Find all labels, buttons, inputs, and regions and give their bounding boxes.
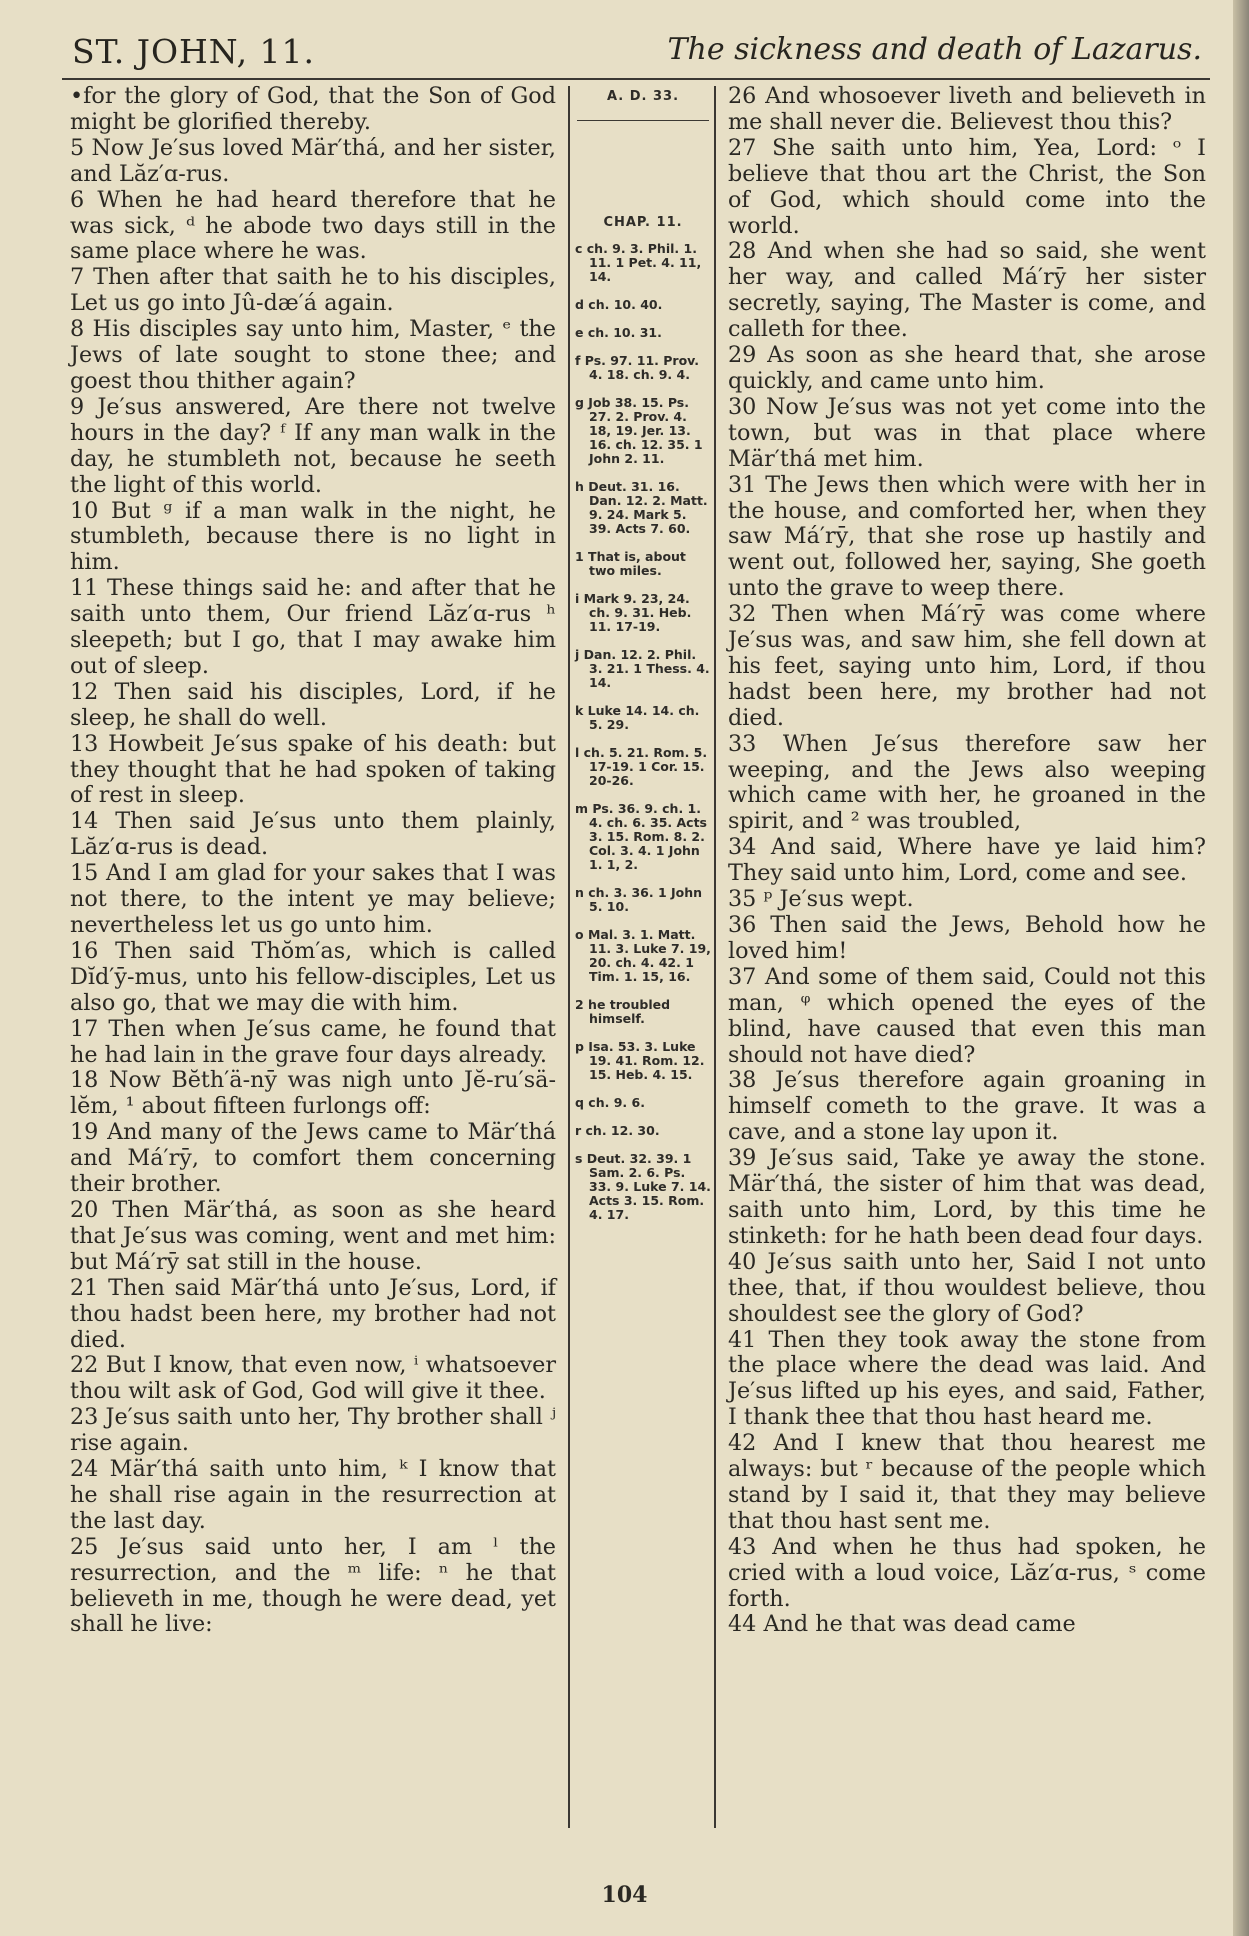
verse-14: 14 Then said Je′sus unto them plainly, Lăz′ɑ-rus is dead.	[70, 808, 556, 861]
running-title: The sickness and death of Lazarus.	[667, 32, 1202, 67]
year-rule	[577, 120, 709, 121]
verse-7: 7 Then after that saith he to his disciples, Let us go into Jû-dæ′á again.	[70, 264, 556, 317]
page-edge-shadow	[1233, 0, 1249, 1936]
verse-33: 33 When Je′sus therefore saw her weeping, and the Jews also weeping which came with her, he groaned in the spirit, and ² was troubled,	[728, 730, 1206, 835]
verse-32: 32 Then when Má′rȳ was come where Je′sus was, and saw him, she fell down at his feet, saying unto him, Lord, if thou hadst been here, my brother had not died.	[728, 601, 1206, 731]
cross-reference: j Dan. 12. 2. Phil. 3. 21. 1 Thess. 4. 14.	[575, 647, 710, 690]
cross-reference: e ch. 10. 31.	[575, 325, 662, 340]
verse-35: 35 ᵖ Je′sus wept.	[728, 886, 914, 913]
verse-39: 39 Je′sus said, Take ye away the stone. Mär′thá, the sister of him that was dead, saith unto him, Lord, by this time he stinketh: for he hath been dead four days.	[728, 1145, 1206, 1249]
cross-reference: c ch. 9. 3. Phil. 1. 11. 1 Pet. 4. 11, 14.	[575, 241, 702, 284]
cross-reference: r ch. 12. 30.	[575, 1123, 660, 1138]
verse-10: 10 But ᵍ if a man walk in the night, he stumbleth, because there is no light in him.	[70, 497, 556, 576]
cross-reference: p Isa. 53. 3. Luke 19. 41. Rom. 12. 15. Heb. 4. 15.	[575, 1039, 705, 1082]
page-number: 104	[601, 1882, 648, 1908]
column-divider-left	[568, 86, 570, 1828]
verse-continuation: •for the glory of God, that the Son of God might be glorified thereby.	[70, 83, 556, 135]
verse-6: 6 When he had heard therefore that he was sick, ᵈ he abode two days still in the same place where he was.	[70, 186, 556, 265]
left-text-column	[70, 84, 556, 1638]
cross-reference: g Job 38. 15. Ps. 27. 2. Prov. 4. 18, 19. Jer. 13. 16. ch. 12. 35. 1 John 2. 11.	[575, 395, 703, 466]
verse-13: 13 Howbeit Je′sus spake of his death: but they thought that he had spoken of taking of rest in sleep.	[70, 730, 556, 809]
cross-reference: 1 That is, about two miles.	[575, 549, 686, 578]
verse-41: 41 Then they took away the stone from the place where the dead was laid. And Je′sus lifted up his eyes, and said, Father, I thank thee that thou hast heard me.	[728, 1326, 1206, 1431]
column-divider-right	[714, 86, 716, 1828]
verse-44: 44 And he that was dead came	[728, 1611, 1076, 1638]
cross-reference: f Ps. 97. 11. Prov. 4. 18. ch. 9. 4.	[575, 353, 700, 382]
verse-12: 12 Then said his disciples, Lord, if he sleep, he shall do well.	[70, 678, 556, 731]
cross-reference: k Luke 14. 14. ch. 5. 29.	[575, 703, 700, 732]
verse-40: 40 Je′sus saith unto her, Said I not unto thee, that, if thou wouldest believe, thou shouldest see the glory of God?	[728, 1248, 1206, 1327]
verse-8: 8 His disciples say unto him, Master, ᵉ the Jews of late sought to stone thee; and goest thou thither again?	[70, 316, 556, 394]
verse-26: 26 And whosoever liveth and believeth in me shall never die. Believest thou this?	[728, 83, 1206, 135]
running-header	[72, 32, 1202, 76]
verse-34: 34 And said, Where have ye laid him? They said unto him, Lord, come and see.	[728, 834, 1206, 887]
cross-reference: m Ps. 36. 9. ch. 1. 4. ch. 6. 35. Acts 3. 15. Rom. 8. 2. Col. 3. 4. 1 John 1. 1, 2.	[575, 801, 707, 872]
verse-16: 16 Then said Thŏm′as, which is called Dĭd′ȳ-mus, unto his fellow-disciples, Let us also go, that we may die with him.	[70, 937, 556, 1016]
verse-24: 24 Mär′thá saith unto him, ᵏ I know that he shall rise again in the resurrection at the last day.	[70, 1456, 556, 1534]
verse-5: 5 Now Je′sus loved Mär′thá, and her sister, and Lăz′ɑ-rus.	[70, 134, 556, 187]
verse-37: 37 And some of them said, Could not this man, ᵠ which opened the eyes of the blind, have caused that even this man should not have died?	[728, 963, 1206, 1068]
verse-38: 38 Je′sus therefore again groaning in himself cometh to the grave. It was a cave, and a stone lay upon it.	[728, 1067, 1206, 1146]
verse-43: 43 And when he thus had spoken, he cried with a loud voice, Lăz′ɑ-rus, ˢ come forth.	[728, 1533, 1206, 1612]
cross-reference: n ch. 3. 36. 1 John 5. 10.	[575, 885, 703, 914]
cross-reference: s Deut. 32. 39. 1 Sam. 2. 6. Ps. 33. 9. Luke 7. 14. Acts 3. 15. Rom. 4. 17.	[575, 1151, 711, 1222]
verse-21: 21 Then said Mär′thá unto Je′sus, Lord, if thou hadst been here, my brother had not died.	[70, 1274, 556, 1353]
cross-reference: l ch. 5. 21. Rom. 5. 17-19. 1 Cor. 15. 20-26.	[575, 745, 708, 788]
verse-25: 25 Je′sus said unto her, I am ˡ the resurrection, and the ᵐ life: ⁿ he that believeth in me, though he were dead, yet shall he live:	[70, 1533, 556, 1638]
verse-18: 18 Now Bĕth′ä-nȳ was nigh unto Jĕ-ru′sä-lĕm, ¹ about fifteen furlongs off:	[70, 1067, 556, 1120]
verse-19: 19 And many of the Jews came to Mär′thá and Má′rȳ, to comfort them concerning their brother.	[70, 1119, 556, 1198]
book-chapter-heading: ST. JOHN, 11.	[72, 32, 316, 71]
verse-29: 29 As soon as she heard that, she arose quickly, and came unto him.	[728, 342, 1206, 394]
center-reference-margin	[575, 86, 711, 1222]
verse-11: 11 These things said he: and after that he saith unto them, Our friend Lăz′ɑ-rus ʰ sleepeth; but I go, that I may awake him out of sleep.	[70, 575, 556, 679]
verse-42: 42 And I knew that thou hearest me always: but ʳ because of the people which stand by I said it, that they may believe that thou hast sent me.	[728, 1430, 1206, 1534]
verse-28: 28 And when she had so said, she went her way, and called Má′rȳ her sister secretly, saying, The Master is come, and calleth for thee.	[728, 238, 1206, 343]
cross-reference: d ch. 10. 40.	[575, 297, 663, 312]
verse-22: 22 But I know, that even now, ⁱ whatsoever thou wilt ask of God, God will give it thee.	[70, 1352, 556, 1405]
cross-reference: 2 he troubled himself.	[575, 997, 671, 1026]
verse-27: 27 She saith unto him, Yea, Lord: ᵒ I believe that thou art the Christ, the Son of God, which should come into the world.	[728, 134, 1206, 239]
verse-36: 36 Then said the Jews, Behold how he loved him!	[728, 912, 1206, 964]
cross-reference: h Deut. 31. 16. Dan. 12. 2. Matt. 9. 24. Mark 5. 39. Acts 7. 60.	[575, 479, 708, 536]
verse-30: 30 Now Je′sus was not yet come into the town, but was in that place where Mär′thá met him.	[728, 393, 1206, 472]
right-text-column	[728, 84, 1206, 1638]
verse-15: 15 And I am glad for your sakes that I was not there, to the intent ye may believe; nevertheless let us go unto him.	[70, 860, 556, 938]
year-label: A. D. 33.	[606, 89, 680, 104]
header-rule	[62, 78, 1210, 80]
verse-23: 23 Je′sus saith unto her, Thy brother shall ʲ rise again.	[70, 1404, 556, 1457]
verse-31: 31 The Jews then which were with her in the house, and comforted her, when they saw Má′rȳ, that she rose up hastily and went out, followed her, saying, She goeth unto the grave to weep there.	[728, 471, 1206, 602]
verse-20: 20 Then Mär′thá, as soon as she heard that Je′sus was coming, went and met him: but Má′rȳ sat still in the house.	[70, 1196, 556, 1275]
chapter-label: CHAP. 11.	[603, 215, 683, 230]
verse-9: 9 Je′sus answered, Are there not twelve hours in the day? ᶠ If any man walk in the day, he stumbleth not, because he seeth the light of this world.	[70, 393, 556, 498]
cross-reference: q ch. 9. 6.	[575, 1095, 645, 1110]
cross-reference: o Mal. 3. 1. Matt. 11. 3. Luke 7. 19, 20. ch. 4. 42. 1 Tim. 1. 15, 16.	[575, 927, 711, 984]
verse-17: 17 Then when Je′sus came, he found that he had lain in the grave four days already.	[70, 1015, 556, 1068]
cross-reference: i Mark 9. 23, 24. ch. 9. 31. Heb. 11. 17-19.	[575, 591, 692, 634]
